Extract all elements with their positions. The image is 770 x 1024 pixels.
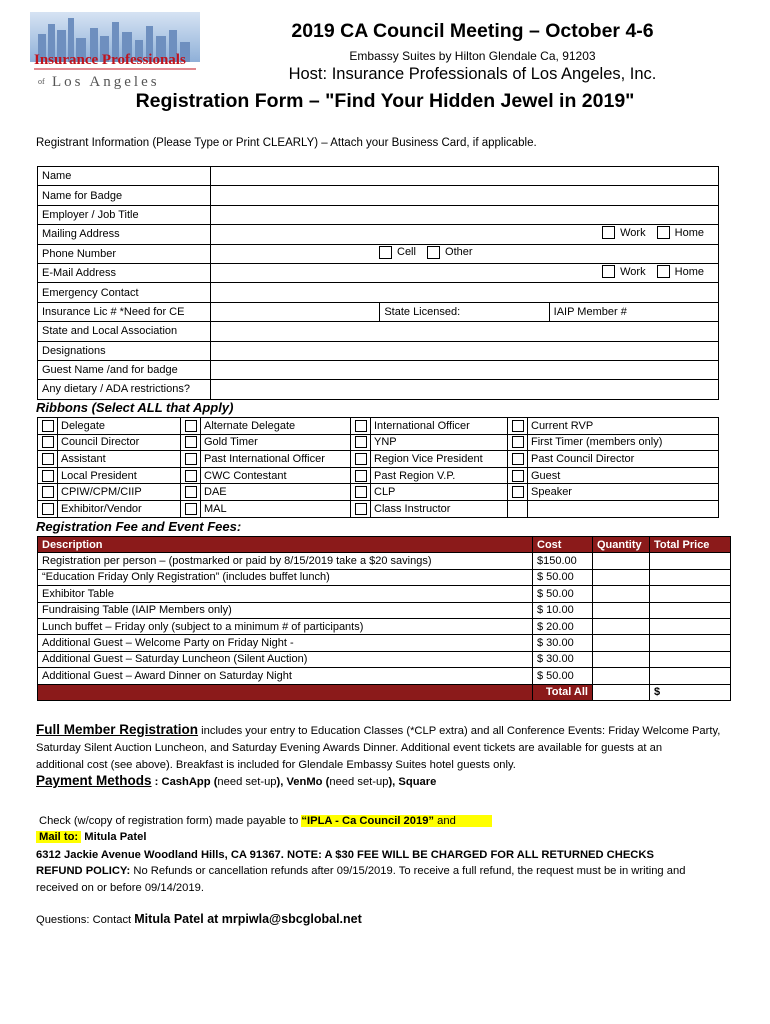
payment-venmo: ), VenMo (	[276, 776, 330, 788]
questions-contact[interactable]: Mitula Patel at mrpiwla@sbcglobal.net	[134, 912, 362, 926]
member-text-1: includes your entry to Education Classes (*CLP extra) and all Conference Events: Friday Welcome Party,	[198, 725, 721, 737]
row-employer	[38, 205, 719, 224]
ribbon-label: Alternate Delegate	[201, 418, 351, 435]
fee-total-field[interactable]	[650, 602, 731, 618]
fees-total-row	[38, 684, 731, 700]
ribbon-checkbox-cell	[181, 500, 201, 517]
ribbon-label: Guest	[528, 467, 719, 484]
employer-label: Employer / Job Title	[38, 205, 211, 224]
fee-cost: $150.00	[533, 553, 593, 569]
ribbon-label: MAL	[201, 500, 351, 517]
payment-colon: :	[151, 776, 162, 788]
ribbon-label: CPIW/CPM/CIIP	[58, 484, 181, 501]
fee-row	[38, 569, 731, 585]
ribbon-checkbox[interactable]	[355, 503, 367, 515]
ribbon-checkbox[interactable]	[185, 503, 197, 515]
mail-label: Mail to:	[36, 831, 81, 843]
refund-text-1: No Refunds or cancellation refunds after 09/15/2019. To receive a full refund, the request must be in writing and	[130, 865, 686, 877]
fee-row	[38, 618, 731, 634]
ribbon-checkbox[interactable]	[42, 503, 54, 515]
row-dietary	[38, 380, 719, 399]
iaip-field[interactable]	[549, 302, 718, 321]
row-email	[38, 263, 719, 282]
ribbon-row	[38, 434, 719, 451]
ribbon-checkbox[interactable]	[355, 453, 367, 465]
ribbon-checkbox[interactable]	[355, 420, 367, 432]
fee-cost: $ 20.00	[533, 618, 593, 634]
ribbon-checkbox-cell	[38, 500, 58, 517]
refund-label: REFUND POLICY:	[36, 865, 131, 877]
ribbon-label: CWC Contestant	[201, 467, 351, 484]
ribbon-checkbox-cell	[508, 467, 528, 484]
ribbon-label: Assistant	[58, 451, 181, 468]
mail-line	[36, 829, 741, 846]
member-text-3: additional cost (see above). Breakfast is included for Glendale Embassy Suites hotel guests only.	[36, 759, 516, 771]
ribbon-checkbox[interactable]	[512, 470, 524, 482]
ribbon-checkbox[interactable]	[185, 486, 197, 498]
ribbon-label: CLP	[371, 484, 508, 501]
ribbon-checkbox[interactable]	[355, 470, 367, 482]
emergency-field[interactable]	[211, 283, 719, 302]
ribbon-row	[38, 484, 719, 501]
check-text: Check (w/copy of registration form) made payable to	[39, 815, 302, 827]
questions-line	[36, 911, 741, 929]
ribbon-checkbox-cell	[508, 434, 528, 451]
col-quantity: Quantity	[593, 537, 650, 553]
fee-description: “Education Friday Only Registration” (includes buffet lunch)	[38, 569, 533, 585]
fee-quantity-field[interactable]	[593, 651, 650, 667]
payment-need-1: need set-up	[217, 776, 277, 788]
email-field[interactable]	[211, 263, 719, 282]
phone-field[interactable]	[211, 244, 719, 263]
mailing-home-checkbox[interactable]	[657, 226, 670, 239]
fee-description: Additional Guest – Saturday Luncheon (Silent Auction)	[38, 651, 533, 667]
dietary-label: Any dietary / ADA restrictions?	[38, 380, 211, 399]
ribbons-heading: Ribbons (Select ALL that Apply)	[36, 400, 234, 415]
other-label: Other	[445, 246, 473, 259]
fee-row	[38, 651, 731, 667]
fee-total-field[interactable]	[650, 635, 731, 651]
row-name	[38, 167, 719, 186]
email-home-checkbox[interactable]	[657, 265, 670, 278]
mail-address: 6312 Jackie Avenue Woodland Hills, CA 91367. NOTE: A $30 FEE WILL BE CHARGED FOR ALL RETURNED CHECKS	[36, 849, 654, 861]
badge-label: Name for Badge	[38, 186, 211, 205]
form-title: Registration Form – "Find Your Hidden Jewel in 2019"	[135, 90, 635, 112]
ribbon-label: DAE	[201, 484, 351, 501]
ribbon-label: Current RVP	[528, 418, 719, 435]
ribbon-checkbox-cell	[351, 484, 371, 501]
svg-text:of: of	[38, 77, 45, 86]
employer-field[interactable]	[211, 205, 719, 224]
logo	[30, 12, 200, 90]
email-label: E-Mail Address	[38, 263, 211, 282]
row-designations	[38, 341, 719, 360]
fee-quantity-field[interactable]	[593, 618, 650, 634]
fee-row	[38, 635, 731, 651]
ribbon-checkbox[interactable]	[185, 453, 197, 465]
host: Host: Insurance Professionals of Los Angeles, Inc.	[288, 65, 657, 83]
fee-cost: $ 50.00	[533, 569, 593, 585]
payment-need-2: need set-up	[329, 776, 389, 788]
mailing-field[interactable]	[211, 225, 719, 244]
venue: Embassy Suites by Hilton Glendale Ca, 91203	[349, 49, 596, 63]
ribbon-row	[38, 500, 719, 517]
row-mailing	[38, 225, 719, 244]
ribbon-checkbox[interactable]	[185, 470, 197, 482]
row-badge	[38, 186, 719, 205]
fees-table	[37, 536, 731, 701]
row-phone	[38, 244, 719, 263]
fee-description: Additional Guest – Award Dinner on Saturday Night	[38, 668, 533, 684]
fee-description: Registration per person – (postmarked or paid by 8/15/2019 take a $20 savings)	[38, 553, 533, 569]
col-total: Total Price	[650, 537, 731, 553]
total-label: Total All	[533, 684, 593, 700]
ribbon-label: Delegate	[58, 418, 181, 435]
fee-row	[38, 668, 731, 684]
fee-quantity-field[interactable]	[593, 553, 650, 569]
badge-field[interactable]	[211, 186, 719, 205]
check-and: and	[434, 815, 492, 827]
fee-cost: $ 50.00	[533, 586, 593, 602]
state-licensed-label: State Licensed:	[384, 305, 461, 318]
phone-label: Phone Number	[38, 244, 211, 263]
fee-total-field[interactable]	[650, 586, 731, 602]
work-label: Work	[620, 265, 646, 278]
svg-text:Insurance Professionals: Insurance Professionals	[34, 52, 186, 68]
fee-quantity-field[interactable]	[593, 586, 650, 602]
ribbon-checkbox-cell	[351, 467, 371, 484]
payment-square: ), Square	[388, 776, 437, 788]
insurance-label: Insurance Lic # *Need for CE	[38, 302, 211, 321]
fee-total-field[interactable]	[650, 569, 731, 585]
ribbon-label: Past Region V.P.	[371, 467, 508, 484]
total-quantity-field[interactable]	[593, 684, 650, 700]
row-association	[38, 322, 719, 341]
ribbon-label	[528, 500, 719, 517]
fee-quantity-field[interactable]	[593, 602, 650, 618]
ribbon-checkbox-cell	[508, 484, 528, 501]
ribbon-checkbox[interactable]	[42, 486, 54, 498]
fee-total-field[interactable]	[650, 668, 731, 684]
ribbon-checkbox-cell	[351, 434, 371, 451]
refund-text-2: received on or before 09/14/2019.	[36, 882, 204, 894]
row-guest	[38, 360, 719, 379]
work-label: Work	[620, 226, 646, 239]
emergency-label: Emergency Contact	[38, 283, 211, 302]
ribbon-checkbox-cell	[38, 418, 58, 435]
ribbon-row	[38, 451, 719, 468]
member-title: Full Member Registration	[36, 722, 199, 737]
name-field[interactable]	[211, 167, 719, 186]
other-checkbox[interactable]	[427, 246, 440, 259]
member-text-2: Saturday Silent Auction Luncheon, and Saturday Evening Awards Dinner. Additional event tickets are available for guests at an	[36, 742, 663, 754]
ribbon-checkbox-cell	[181, 434, 201, 451]
designations-field[interactable]	[211, 341, 719, 360]
ribbon-checkbox[interactable]	[42, 436, 54, 448]
ribbon-checkbox-cell	[351, 451, 371, 468]
payment-title: Payment Methods	[36, 773, 152, 788]
fees-heading: Registration Fee and Event Fees:	[36, 519, 242, 534]
col-cost: Cost	[533, 537, 593, 553]
ribbon-checkbox-cell	[181, 451, 201, 468]
col-description: Description	[38, 537, 533, 553]
ribbon-checkbox-cell	[38, 484, 58, 501]
ribbon-checkbox-cell	[351, 418, 371, 435]
ribbon-checkbox[interactable]	[355, 436, 367, 448]
guest-label: Guest Name /and for badge	[38, 360, 211, 379]
ribbon-checkbox[interactable]	[512, 453, 524, 465]
ribbon-checkbox-cell	[508, 418, 528, 435]
cell-checkbox[interactable]	[379, 246, 392, 259]
ribbon-checkbox[interactable]	[42, 453, 54, 465]
mailing-label: Mailing Address	[38, 225, 211, 244]
svg-text:Los Angeles: Los Angeles	[52, 74, 160, 90]
ribbon-checkbox[interactable]	[42, 470, 54, 482]
ribbon-checkbox-cell	[38, 467, 58, 484]
ribbon-row	[38, 467, 719, 484]
fee-quantity-field[interactable]	[593, 668, 650, 684]
payment-line	[36, 772, 741, 791]
intro-text: Registrant Information (Please Type or Print CLEARLY) – Attach your Business Card, if applicable.	[36, 137, 537, 149]
total-spacer	[38, 684, 533, 700]
row-emergency	[38, 283, 719, 302]
ribbon-label: Local President	[58, 467, 181, 484]
ribbon-checkbox[interactable]	[185, 436, 197, 448]
insurance-field[interactable]	[211, 302, 380, 321]
ribbon-checkbox-cell	[508, 451, 528, 468]
ribbon-checkbox[interactable]	[512, 486, 524, 498]
questions-label: Questions: Contact	[36, 914, 135, 926]
fee-total-field[interactable]	[650, 553, 731, 569]
fee-row	[38, 553, 731, 569]
ribbons-table	[37, 417, 719, 518]
ribbon-checkbox-cell	[508, 500, 528, 517]
fee-description: Exhibitor Table	[38, 586, 533, 602]
fee-cost: $ 30.00	[533, 651, 593, 667]
row-insurance	[38, 302, 719, 321]
fee-cost: $ 50.00	[533, 668, 593, 684]
ribbon-checkbox-cell	[38, 451, 58, 468]
dietary-field[interactable]	[211, 380, 719, 399]
fee-quantity-field[interactable]	[593, 569, 650, 585]
ribbon-label: Past Council Director	[528, 451, 719, 468]
ribbon-checkbox[interactable]	[185, 420, 197, 432]
ribbon-row	[38, 418, 719, 435]
fee-total-field[interactable]	[650, 651, 731, 667]
email-work-checkbox[interactable]	[602, 265, 615, 278]
refund-policy	[36, 863, 741, 897]
ribbon-checkbox[interactable]	[42, 420, 54, 432]
ribbon-label: Gold Timer	[201, 434, 351, 451]
ribbon-label: Exhibitor/Vendor	[58, 500, 181, 517]
fee-cost: $ 30.00	[533, 635, 593, 651]
home-label: Home	[674, 226, 704, 239]
ribbon-label: First Timer (members only)	[528, 434, 719, 451]
ribbon-label: International Officer	[371, 418, 508, 435]
ribbon-checkbox-cell	[181, 418, 201, 435]
fee-description: Lunch buffet – Friday only (subject to a minimum # of participants)	[38, 618, 533, 634]
cell-label: Cell	[397, 246, 416, 259]
fee-total-field[interactable]	[650, 618, 731, 634]
ribbon-checkbox[interactable]	[512, 436, 524, 448]
fee-description: Additional Guest – Welcome Party on Friday Night -	[38, 635, 533, 651]
ribbon-label: Past International Officer	[201, 451, 351, 468]
fee-quantity-field[interactable]	[593, 635, 650, 651]
ribbon-checkbox[interactable]	[512, 420, 524, 432]
fees-header-row	[38, 537, 731, 553]
ribbon-label: YNP	[371, 434, 508, 451]
page-title: 2019 CA Council Meeting – October 4-6	[291, 20, 654, 42]
member-paragraph	[36, 721, 741, 774]
ribbon-checkbox-cell	[181, 467, 201, 484]
ribbon-checkbox-cell	[181, 484, 201, 501]
fee-row	[38, 602, 731, 618]
designations-label: Designations	[38, 341, 211, 360]
fee-row	[38, 586, 731, 602]
mail-name: Mitula Patel	[84, 831, 147, 843]
ribbon-label: Region Vice President	[371, 451, 508, 468]
ribbon-checkbox-cell	[38, 434, 58, 451]
total-value-field[interactable]: $	[650, 684, 731, 700]
state-licensed-field[interactable]	[380, 302, 549, 321]
check-line	[36, 813, 741, 830]
home-label: Home	[674, 265, 704, 278]
ribbon-label: Council Director	[58, 434, 181, 451]
ribbon-label: Speaker	[528, 484, 719, 501]
registrant-table	[37, 166, 719, 400]
iaip-label: IAIP Member #	[553, 305, 627, 318]
check-payee: “IPLA - Ca Council 2019”	[301, 815, 435, 827]
ribbon-label: Class Instructor	[371, 500, 508, 517]
association-field[interactable]	[211, 322, 719, 341]
mailing-work-checkbox[interactable]	[602, 226, 615, 239]
city-skyline-logo	[30, 12, 200, 90]
payment-cashapp: CashApp (	[161, 776, 218, 788]
association-label: State and Local Association	[38, 322, 211, 341]
fee-description: Fundraising Table (IAIP Members only)	[38, 602, 533, 618]
guest-field[interactable]	[211, 360, 719, 379]
ribbon-checkbox-cell	[351, 500, 371, 517]
name-label: Name	[38, 167, 211, 186]
fee-cost: $ 10.00	[533, 602, 593, 618]
ribbon-checkbox[interactable]	[355, 486, 367, 498]
